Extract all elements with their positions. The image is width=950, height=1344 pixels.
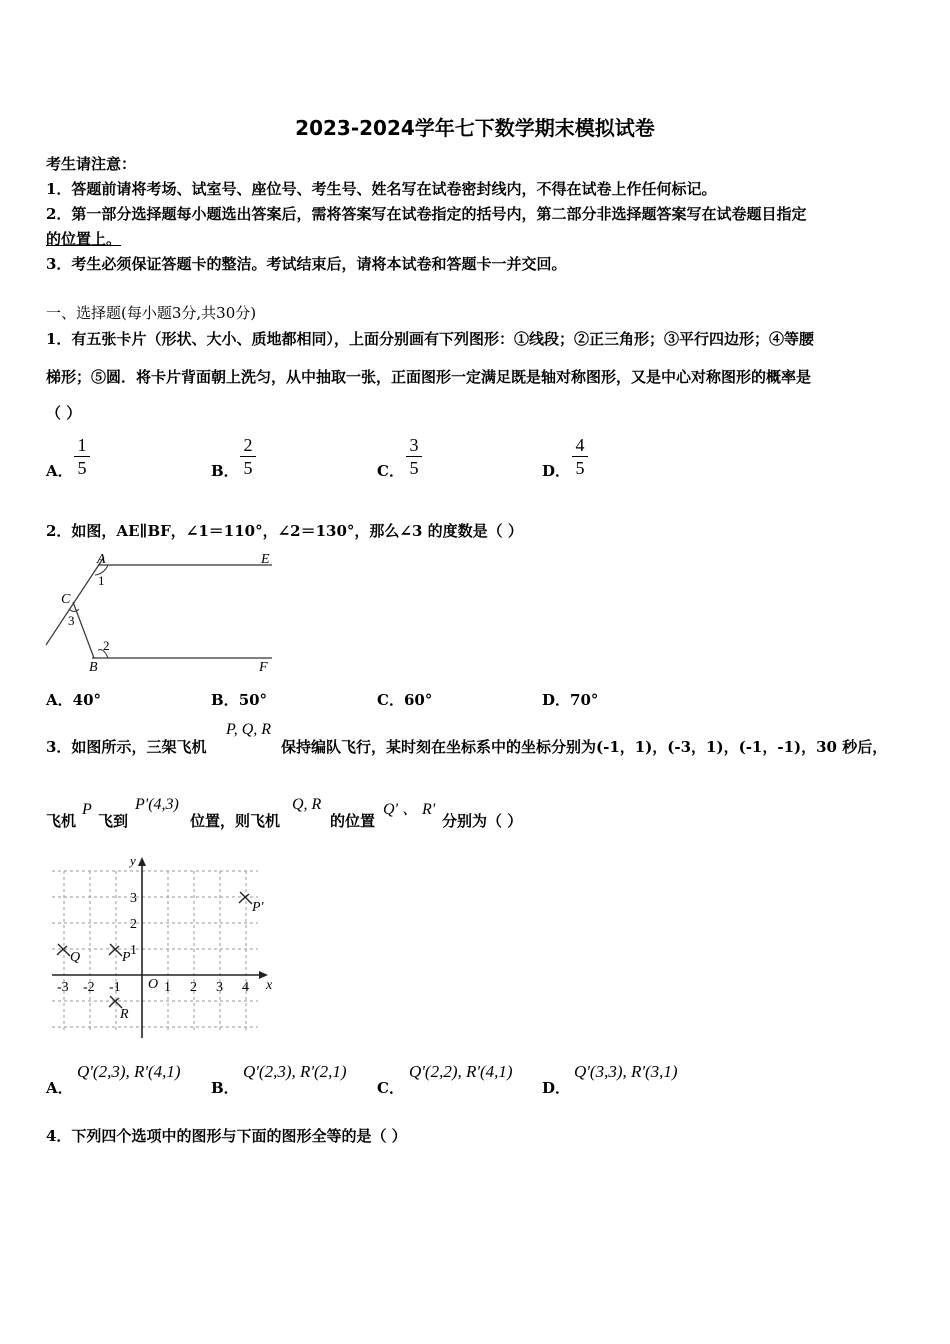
page-title: 2023-2024学年七下数学期末模拟试卷 <box>295 116 655 140</box>
line-cb <box>73 602 94 658</box>
question-1-text: 梯形；⑤圆．将卡片背面朝上洗匀，从中抽取一张，正面图形一定满足既是轴对称图形，又是中心对称图形的概率是 <box>46 368 812 386</box>
question-3-text: 的位置 <box>330 812 376 830</box>
y-axis-label: y <box>130 853 136 868</box>
option-d <box>542 689 598 710</box>
option-label: C． <box>377 691 404 709</box>
question-3-text: 飞机 <box>46 812 77 830</box>
pqr-symbols: P, Q, R <box>226 721 272 738</box>
option-b-label: B． <box>211 1079 239 1097</box>
x-tick: -1 <box>109 980 121 995</box>
qr-symbols: Q, R <box>292 796 322 813</box>
denominator: 5 <box>409 458 419 478</box>
denominator: 5 <box>77 458 87 478</box>
option-d-fraction <box>572 435 588 478</box>
plane-r-label: R <box>120 1007 129 1022</box>
angle-2-label: 2 <box>103 638 110 653</box>
option-b-label: B． <box>211 462 239 480</box>
question-4-text: 4．下列四个选项中的图形与下面的图形全等的是（ ） <box>46 1127 407 1145</box>
option-c-fraction <box>406 435 422 478</box>
y-tick: 3 <box>130 891 137 906</box>
qr-prime-symbols: Q' 、 R' <box>383 801 436 818</box>
label-f: F <box>259 660 268 675</box>
option-value: 50° <box>238 691 268 709</box>
option-b-fraction <box>240 435 256 478</box>
coordinate-grid-figure <box>44 852 284 1042</box>
option-value: 60° <box>403 691 433 709</box>
option-a-value: Q'(2,3), R'(4,1) <box>77 1062 181 1081</box>
notice-item: 1．答题前请将考场、试室号、座位号、考生号、姓名写在试卷密封线内，不得在试卷上作任何标记。 <box>46 180 717 198</box>
x-tick: 1 <box>164 980 171 995</box>
denominator: 5 <box>575 458 585 478</box>
option-label: B． <box>211 691 239 709</box>
option-d-value: Q'(3,3), R'(3,1) <box>574 1062 678 1081</box>
x-tick: -2 <box>83 980 95 995</box>
line-ca <box>46 557 104 645</box>
option-a-label: A． <box>46 1079 73 1097</box>
option-a-fraction <box>74 435 90 478</box>
label-a: A <box>97 552 106 567</box>
label-e: E <box>261 552 270 567</box>
numerator: 4 <box>575 435 585 455</box>
question-3-text: 飞到 <box>98 812 129 830</box>
question-1-text: 1．有五张卡片（形状、大小、质地都相同），上面分别画有下列图形：①线段；②正三角形；③平行四边形；④等腰 <box>46 330 814 348</box>
grid-lines <box>52 871 258 1033</box>
denominator: 5 <box>243 458 253 478</box>
option-c <box>377 689 432 710</box>
notice-item: 2．第一部分选择题每小题选出答案后，需将答案写在试卷指定的括号内，第二部分非选择题答案写在试卷题目指定 <box>46 205 807 223</box>
option-b-value: Q'(2,3), R'(2,1) <box>243 1062 347 1081</box>
option-value: 70° <box>570 691 599 709</box>
numerator: 1 <box>77 435 87 455</box>
x-axis-label: x <box>266 978 273 993</box>
notice-heading: 考生请注意： <box>46 155 137 173</box>
p-target: P'(4,3) <box>135 796 179 813</box>
x-tick: 3 <box>216 980 223 995</box>
option-label: A． <box>46 691 73 709</box>
label-b: B <box>89 660 98 675</box>
p-symbol: P <box>82 801 92 818</box>
label-c: C <box>61 592 71 607</box>
question-3-text: 分别为（ ） <box>442 812 523 830</box>
x-tick: -3 <box>57 980 69 995</box>
x-tick: 2 <box>190 980 197 995</box>
angle-3-label: 3 <box>68 613 75 628</box>
numerator: 3 <box>409 435 419 455</box>
option-value: 40° <box>72 691 102 709</box>
option-label: D． <box>542 691 571 709</box>
section-heading: 一、选择题(每小题3分,共30分) <box>46 304 257 322</box>
angle-1-label: 1 <box>98 573 105 588</box>
y-arrow <box>138 857 146 866</box>
option-c-label: C． <box>377 462 404 480</box>
option-b <box>211 689 267 710</box>
plane-q-label: Q <box>70 950 81 965</box>
question-1-blank: （ ） <box>46 404 82 422</box>
angle-3-arc <box>69 609 79 612</box>
option-c-label: C． <box>377 1079 404 1097</box>
y-tick: 1 <box>130 943 137 958</box>
question-2-text: 2．如图，AE∥BF，∠1＝110°，∠2＝130°，那么∠3 的度数是（ ） <box>46 522 523 540</box>
notice-item: 3．考生必须保证答题卡的整洁。考试结束后，请将本试卷和答题卡一并交回。 <box>46 255 567 273</box>
question-3-text: 位置，则飞机 <box>190 812 281 830</box>
option-d-label: D． <box>542 1079 571 1097</box>
numerator: 2 <box>243 435 253 455</box>
option-a <box>46 689 101 710</box>
plane-p-prime-label: P' <box>252 900 264 915</box>
option-d-label: D． <box>542 462 571 480</box>
option-c-value: Q'(2,2), R'(4,1) <box>409 1062 513 1081</box>
y-tick: 2 <box>130 917 137 932</box>
question-3-text: 保持编队飞行，某时刻在坐标系中的坐标分别为(-1，1)，(-3，1)，(-1，-1)，30 秒后， <box>281 738 888 756</box>
question-3-prefix: 3．如图所示，三架飞机 <box>46 738 207 756</box>
plane-p-label: P <box>122 950 131 965</box>
option-a-label: A． <box>46 462 73 480</box>
x-tick: 4 <box>242 980 249 995</box>
notice-item: 的位置上。 <box>46 230 122 248</box>
parallel-lines-figure <box>42 548 278 676</box>
origin-label: O <box>148 977 159 992</box>
